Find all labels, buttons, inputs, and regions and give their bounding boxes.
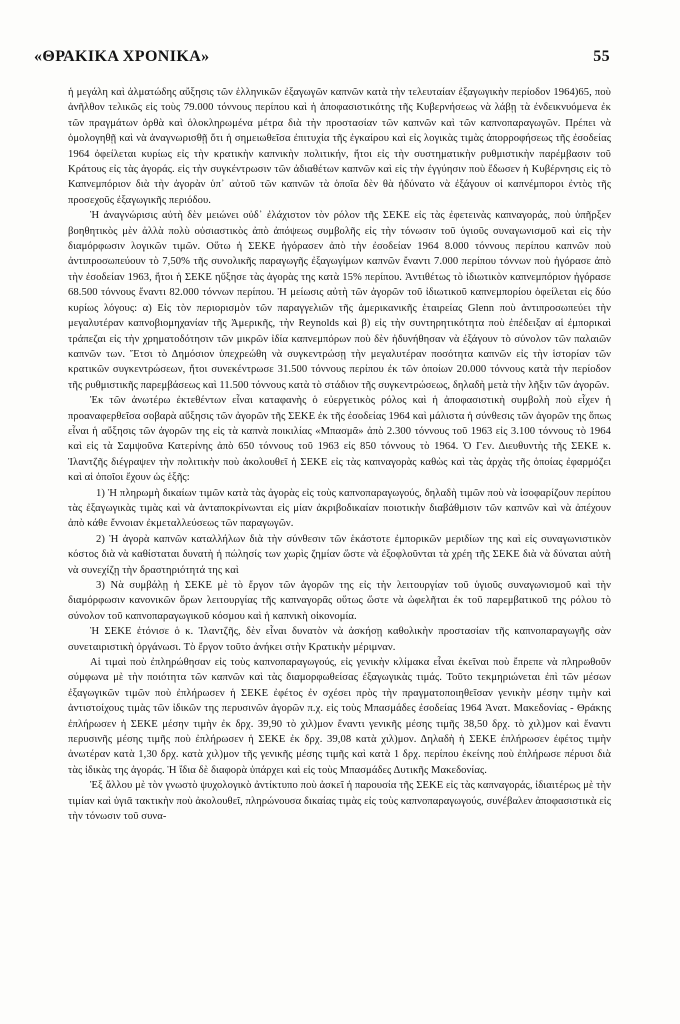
paragraph-psychological-impact: Ἐξ ἄλλου μὲ τὸν γνωστὸ ψυχολογικὸ ἀντίκτυπο ποὺ ἀσκεῖ ἡ παρουσία τῆς ΣΕΚΕ εἰς τὰς καπναγοράς, ἰδιαιτέρως μὲ τὴν τιμίαν καὶ ὑγιᾶ τακτικὴν ποὺ ἀκολουθεῖ, πληρώνουσα δικαίας τιμὰς εἰς τοὺς καπνοπαραγωγούς, συνέβαλεν ἀποφασιστικὰ εἰς τὴν τόνωσιν τοῦ συνα-	[68, 780, 611, 823]
page-number: 55	[593, 48, 610, 65]
list-item-fair-prices: 1) Ἡ πληρωμὴ δικαίων τιμῶν κατὰ τὰς ἀγορὰς εἰς τοὺς καπνοπαραγωγούς, δηλαδὴ τιμῶν ποὺ νὰ ἰσοφαρίζουν περίπου τὰς ἐξαγωγικὰς τιμὰς καὶ νὰ ἀνταποκρίνωνται εἰς μίαν ἀκριβοδικαίαν ποιοτικὴν διαβάθμισιν τῶν καπνῶν καὶ νὰ ἀπέχουν ἀπὸ κάθε ἔννοιαν ἐκμεταλλεύσεως τῶν παραγωγῶν.	[68, 487, 611, 530]
paragraph-seke-contribution: Ἐκ τῶν ἀνωτέρω ἐκτεθέντων εἶναι καταφανὴς ὁ εὐεργετικὸς ρόλος καὶ ἡ ἀποφασιστικὴ συμβολὴ ποὺ εἶχεν ἡ προαναφερθεῖσα σοβαρὰ αὔξησις τῶν ἀγορῶν τῆς ΣΕΚΕ ἐκ τῆς ἐσοδείας 1964 καὶ μάλιστα ἡ σύνθεσις τῶν ἀγορῶν της ὅπως εἶναι ἡ αὔξησις τῶν ἀγορῶν της εἰς τὰ καπνὰ ποικιλίας «Μπασμᾶ» ἀπὸ 2.300 τόννους τοῦ 1963 εἰς 3.100 τόννους τὸ 1964 καὶ εἰς τὰ Σαμψοῦνα Κατερίνης ἀπὸ 650 τόννους τοῦ 1963 εἰς 850 τόννους τὸ 1964. Ὁ Γεν. Διευθυντὴς τῆς ΣΕΚΕ κ. Ἰλαντζῆς διέγραψεν τὴν πολιτικὴν ποὺ ἀκολουθεῖ ἡ ΣΕΚΕ εἰς τὰς καπναγορὰς καθὼς καὶ τὰς ἀρχὰς τῆς ὁποίας ἐφαρμόζει καὶ αἱ ὁποῖοι ἔχουν ὡς ἑξῆς:	[68, 395, 611, 484]
running-header	[34, 40, 610, 66]
list-item-competition: 3) Νὰ συμβάλῃ ἡ ΣΕΚΕ μὲ τὸ ἔργον τῶν ἀγορῶν της εἰς τὴν λειτουργίαν τοῦ ὑγιοῦς συναγωνισμοῦ καὶ τὴν διαμόρφωσιν κανονικῶν ὅρων λειτουργίας τῆς καπναγορᾶς οὕτως ὥστε νὰ ὠφελῆται ἐκ τοῦ παρεμβατικοῦ της ρόλου τὸ σύνολον τοῦ καπνοπαραγωγικοῦ κόσμου καὶ ἡ καπνικὴ οἰκονομία.	[68, 580, 611, 622]
journal-title: «ΘΡΑΚΙΚΑ ΧΡΟΝΙΚΑ»	[34, 48, 210, 65]
article-body	[68, 85, 611, 825]
paragraph-continuation: ἡ μεγάλη καὶ ἀλματώδης αὔξησις τῶν ἑλληνικῶν ἐξαγωγῶν καπνῶν κατὰ τὴν τελευταίαν ἐξαγωγικὴν περίοδον 1964)65, ποὺ ἀνῆλθον τελικῶς εἰς τοὺς 79.000 τόννους περίπου καὶ ἡ ἀποφασιστικότης τῆς Κυβερνήσεως νὰ λάβῃ τὰ ἐνδεικνυόμενα ἐκ τῶν πραγμάτων ὀρθὰ καὶ ὁλοκληρωμένα μέτρα διὰ τὴν προστασίαν τῶν καπνῶν καὶ τῶν καπνοπαραγωγῶν. Πρέπει νὰ ὁμολογηθῇ καὶ νὰ ἀναγνωρισθῇ ὅτι ἡ σημειωθεῖσα ἐπιτυχία τῆς ἐγκαίρου καὶ εἰς λογικὰς τιμὰς ἀπορροφήσεως τῆς ἐσοδείας 1964 ὀφείλεται κυρίως εἰς τὴν κρατικὴν καπνικὴν πολιτικήν, ἤτοι εἰς τὴν συστηματικὴν ρυθμιστικὴν παρέμβασιν τοῦ Κράτους εἰς τὰς ἀγοράς. εἰς τὴν συγκέντρωσιν τῶν ἀδιαθέτων καπνῶν καὶ εἰς τὴν ἐγγύησιν ποὺ ἔδωσεν ἡ Κυβέρνησις εἰς τὸ Καπνεμπόριον διὰ τὴν ἀγορὰν ὑπ᾽ αὐτοῦ τῶν καπνῶν τὰ ὁποῖα δὲν θὰ ἠδύνατο νὰ ἐξάγουν οἱ καπνέμποροι ἐντὸς τῆς προσεχοῦς ἐξαγωγικῆς περιόδου.	[68, 87, 611, 206]
paragraph-prices: Αἱ τιμαὶ ποὺ ἐπληρώθησαν εἰς τοὺς καπνοπαραγωγούς, εἰς γενικὴν κλίμακα εἶναι ἐκεῖναι ποὺ ἔπρεπε νὰ πληρωθοῦν σύμφωνα μὲ τὴν ποιότητα τῶν καπνῶν καὶ τὰς διαμορφωθείσας ἐξαγωγικὰς τιμάς. Τοῦτο τεκμηριώνεται ἐπὶ τῶν μέσων ἐξαγωγικῶν τιμῶν ποὺ ἐπλήρωσεν ἡ ΣΕΚΕ ἐφέτος ἐν σχέσει πρὸς τὴν πραγματοποιηθεῖσαν γενικὴν μέσην τιμὴν καὶ ἀντιστοίχους τιμὰς τῶν ἰδικῶν της περυσινῶν ἀγορῶν π.χ. εἰς τοὺς Μπασμάδες ἐσοδείας 1964 Ἀνατ. Μακεδονίας - Θράκης ἐπλήρωσεν ἡ ΣΕΚΕ μέσην τιμὴν ἐκ δρχ. 39,90 τὸ χιλ)μον ἔναντι γενικῆς μέσης τιμῆς 38,50 δρχ. τὸ χιλ)μον καὶ ἔναντι περυσινῆς μέσης τιμῆς ποὺ ἐπλήρωσεν ἡ ΣΕΚΕ ἐκ δρχ. 39,08 κατὰ χιλ)μον. Δηλαδὴ ἡ ΣΕΚΕ ἐπλήρωσεν ἐφέτος τιμὴν ἀνωτέραν κατὰ 1,30 δρχ. κατὰ χιλ)μον τῆς γενικῆς μέσης τιμῆς καὶ κατὰ 1 δρχ. περίπου ἐκείνης ποὺ ἐπλήρωσε πέρυσι διὰ τὰς ἰδικὰς της ἀγοράς. Ἡ ἴδια δὲ διαφορὰ ὑπάρχει καὶ εἰς τοὺς Μπασμάδες Δυτικῆς Μακεδονίας.	[68, 657, 611, 776]
list-item-tobacco-purchase: 2) Ἡ ἀγορὰ καπνῶν καταλλήλων διὰ τὴν σύνθεσιν τῶν ἑκάστοτε ἐμπορικῶν μεριδίων της καὶ εἰς συναγωνιστικὸν κόστος διὰ νὰ καθίσταται δυνατὴ ἡ πώλησίς των χωρὶς ζημίαν ὥστε νὰ ἐξοφλοῦνται τὰ χρέη τῆς ΣΕΚΕ διὰ νὰ δύναται αὐτὴ νὰ συνεχίζῃ τὴν δραστηριότητά της καὶ	[68, 533, 611, 576]
paragraph-seke-role: Ἡ ἀναγνώρισις αὐτὴ δὲν μειώνει οὐδ᾽ ἐλάχιστον τὸν ρόλον τῆς ΣΕΚΕ εἰς τὰς ἐφετεινὰς καπναγοράς, ποὺ ὑπῆρξεν βοηθητικὸς μὲν ἀλλὰ πολὺ οὐσιαστικὸς ἀπὸ ἀπόψεως συμβολῆς εἰς τὴν τόνωσιν τοῦ ὑγιοῦς συναγωνισμοῦ καὶ εἰς τὴν διαμόρφωσιν λογικῶν τιμῶν. Οὕτω ἡ ΣΕΚΕ ἠγόρασεν ἀπὸ τὴν ἐσοδείαν 1964 8.000 τόννους περίπου καπνῶν ποὺ ἀντιπροσωπεύουν τὸ 7,50% τῆς συνολικῆς παραγωγῆς ἐξαγωγίμων καπνῶν ἔναντι 7.000 περίπου τόννων ποὺ ἠγόρασε ἀπὸ τὴν ἐσοδείαν 1963, ἤτοι ἡ ΣΕΚΕ ηὔξησε τὰς ἀγορὰς της κατὰ 15% περίπου. Ἀντιθέτως τὸ ἰδιωτικὸν καπνεμπόριον ἠγόρασε 68.500 τόννους ἔναντι 82.000 τόννων περίπου. Ἡ μείωσις αὐτὴ τῶν ἀγορῶν τοῦ ἰδιωτικοῦ καπνεμπορίου ὀφείλεται εἰς δύο κυρίως λόγους: α) Εἰς τὸν περιορισμὸν τῶν παραγγελιῶν τῆς ἀμερικανικῆς ἑταιρείας Glenn ποὺ ἀντιπροσωπεύει τὴν μεγαλυτέραν καπνοβιομηχανίαν τῆς Ἀμερικῆς, τὴν Reynolds καὶ β) εἰς τὴν συντηρητικότητα ποὺ ἐπέδειξαν αἱ ἐμπορικαὶ τράπεζαι εἰς τὴν χρηματοδότησιν τῶν μικρῶν ἰδία καπνεμπόρων ποὺ δὲν ἠδυνήθησαν νὰ ἐξάγουν τὸ σύνολον τῶν παλαιῶν καπνῶν των. Ἔτσι τὸ Δημόσιον ὑπεχρεώθη νὰ συγκεντρώσῃ τὴν μεγαλυτέραν ποσότητα καπνῶν εἰς τὴν ἱστορίαν τῶν κρατικῶν συγκεντρώσεων, ἤτοι συνεκέντρωσε 31.500 τόννους περίπου ἐκ τῶν ὁποίων 20.000 τόννους κατὰ τὴν περίοδον τῆς ρυθμιστικῆς παρεμβάσεως καὶ 11.500 τόννους κατὰ τὸ στάδιον τῆς συγκεντρώσεως, δηλαδὴ μετὰ τὴν λῆξιν τῶν ἀγορῶν.	[68, 210, 611, 391]
paragraph-cooperative-note: Ἡ ΣΕΚΕ ἐτόνισε ὁ κ. Ἰλαντζῆς, δὲν εἶναι δυνατὸν νὰ ἀσκήσῃ καθολικὴν προστασίαν τῆς καπνοπαραγωγῆς σὰν συνεταιριστικὴ ὀργάνωσι. Τὸ ἔργον τοῦτο ἀνήκει στὴν Κρατικὴν μέριμναν.	[68, 626, 611, 653]
